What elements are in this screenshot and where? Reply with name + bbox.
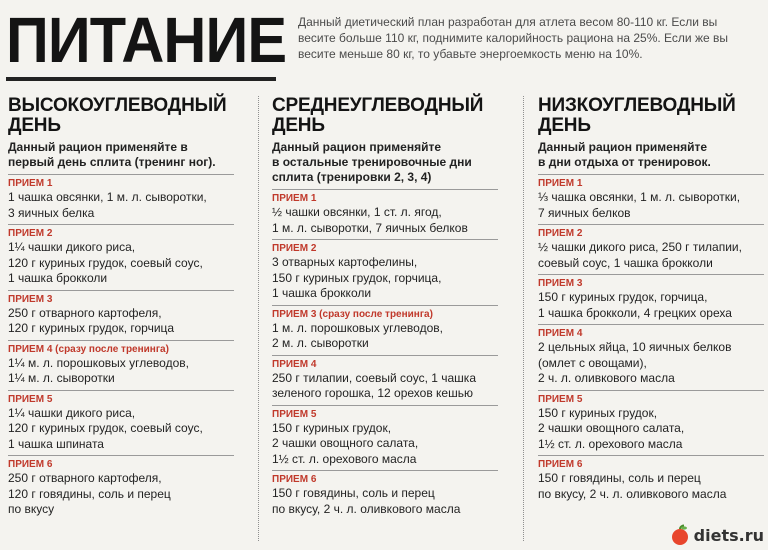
meal-item <box>272 355 498 402</box>
meal-label: ПРИЕМ 5 <box>8 390 234 406</box>
meal-item <box>538 390 764 453</box>
meal-text: ⅓ чашка овсянки, 1 м. л. сыворотки, 7 яичных белков <box>538 190 741 220</box>
meal-text: 150 г говядины, соль и перец по вкусу, 2 ч. л. оливкового масла <box>272 486 461 516</box>
meal-label: ПРИЕМ 3 <box>538 274 764 290</box>
column-high-carb <box>8 96 234 521</box>
meal-text: 3 отварных картофелины, 150 г куриных грудок, горчица, 1 чашка брокколи <box>272 255 442 300</box>
meal-item <box>272 239 498 302</box>
apple-logo-icon <box>669 524 691 546</box>
meal-item <box>8 390 234 453</box>
column-medium-carb <box>272 96 498 520</box>
meal-item <box>272 189 498 236</box>
page-title: ПИТАНИЕ <box>6 4 287 76</box>
column-divider <box>258 96 260 541</box>
meal-text: 250 г отварного картофеля, 120 г говядины, соль и перец по вкусу <box>8 471 171 516</box>
meal-text: 150 г куриных грудок, 2 чашки овощного салата, 1½ ст. л. орехового масла <box>272 420 419 466</box>
intro-text: Данный диетический план разработан для атлета весом 80-110 кг. Если вы весите больше 110 кг, поднимите калорийность рациона на 25%. Если же вы весите меньше 80 кг, то убавьте энергоемкость меню на 10%. <box>298 15 728 61</box>
meal-text: 2 цельных яйца, 10 яичных белков (омлет с овощами), 2 ч. л. оливкового масла <box>538 340 732 385</box>
meal-item <box>538 274 764 321</box>
meal-label: ПРИЕМ 1 <box>8 174 234 190</box>
column-low-carb <box>538 96 764 505</box>
meal-text: 150 г говядины, соль и перец по вкусу, 2 ч. л. оливкового масла <box>538 471 727 501</box>
meal-label: ПРИЕМ 1 <box>272 189 498 205</box>
meal-text: 150 г куриных грудок, 2 чашки овощного салата, 1½ ст. л. орехового масла <box>538 405 685 451</box>
column-heading: ВЫСОКОУГЛЕВОДНЫЙ ДЕНЬ <box>8 95 227 136</box>
meal-text: 150 г куриных грудок, горчица, 1 чашка брокколи, 4 грецких ореха <box>538 290 732 320</box>
meal-text: ½ чашки овсянки, 1 ст. л. ягод, 1 м. л. сыворотки, 7 яичных белков <box>272 205 468 235</box>
meal-item <box>538 224 764 271</box>
meal-item <box>538 174 764 221</box>
meal-label: ПРИЕМ 6 <box>8 455 234 471</box>
meal-item <box>8 174 234 221</box>
meal-label: ПРИЕМ 4 <box>272 355 498 371</box>
column-description: Данный рацион применяйте в первый день сплита (тренинг ног). <box>8 140 216 169</box>
meal-item <box>272 405 498 468</box>
meal-label: ПРИЕМ 4 (сразу после тренинга) <box>8 340 234 356</box>
watermark-text: diets.ru <box>693 525 764 545</box>
meal-item <box>8 224 234 287</box>
meal-label: ПРИЕМ 5 <box>538 390 764 406</box>
meal-item <box>538 455 764 502</box>
title-underline <box>6 77 276 81</box>
column-divider <box>523 96 525 541</box>
column-heading: СРЕДНЕУГЛЕВОДНЫЙ ДЕНЬ <box>272 95 484 136</box>
meal-text: 1¼ м. л. порошковых углеводов, 1¼ м. л. сыворотки <box>8 355 189 385</box>
meal-label: ПРИЕМ 6 <box>272 470 498 486</box>
meal-text: 1 чашка овсянки, 1 м. л. сыворотки, 3 яичных белка <box>8 190 207 220</box>
meal-item <box>272 470 498 517</box>
meal-text: 250 г отварного картофеля, 120 г куриных грудок, горчица <box>8 305 175 335</box>
meal-label: ПРИЕМ 2 <box>538 224 764 240</box>
meal-text: 1¼ чашки дикого риса, 120 г куриных грудок, соевый соус, 1 чашка шпината <box>8 405 203 451</box>
meal-item <box>8 340 234 387</box>
meal-item <box>8 455 234 518</box>
meal-label: ПРИЕМ 2 <box>272 239 498 255</box>
meal-text: 1 м. л. порошковых углеводов, 2 м. л. сыворотки <box>272 320 443 350</box>
meal-item <box>538 324 764 387</box>
column-description: Данный рацион применяйте в дни отдыха от тренировок. <box>538 140 711 169</box>
column-description: Данный рацион применяйте в остальные тренировочные дни сплита (тренировки 2, 3, 4) <box>272 140 472 184</box>
meal-label: ПРИЕМ 5 <box>272 405 498 421</box>
meal-note: (сразу после тренинга) <box>55 343 169 355</box>
column-heading: НИЗКОУГЛЕВОДНЫЙ ДЕНЬ <box>538 95 736 136</box>
watermark <box>669 524 764 546</box>
meal-item <box>8 290 234 337</box>
meal-label: ПРИЕМ 6 <box>538 455 764 471</box>
meal-text: 1¼ чашки дикого риса, 120 г куриных грудок, соевый соус, 1 чашка брокколи <box>8 240 203 285</box>
meal-label: ПРИЕМ 3 <box>8 290 234 306</box>
meal-label: ПРИЕМ 3 (сразу после тренинга) <box>272 305 498 321</box>
meal-text: ½ чашки дикого риса, 250 г тилапии, соевый соус, 1 чашка брокколи <box>538 240 742 270</box>
meal-item <box>272 305 498 352</box>
meal-label: ПРИЕМ 2 <box>8 224 234 240</box>
meal-label: ПРИЕМ 1 <box>538 174 764 190</box>
meal-text: 250 г тилапии, соевый соус, 1 чашка зеленого горошка, 12 орехов кешью <box>272 370 476 400</box>
meal-note: (сразу после тренинга) <box>319 308 433 320</box>
meal-label: ПРИЕМ 4 <box>538 324 764 340</box>
